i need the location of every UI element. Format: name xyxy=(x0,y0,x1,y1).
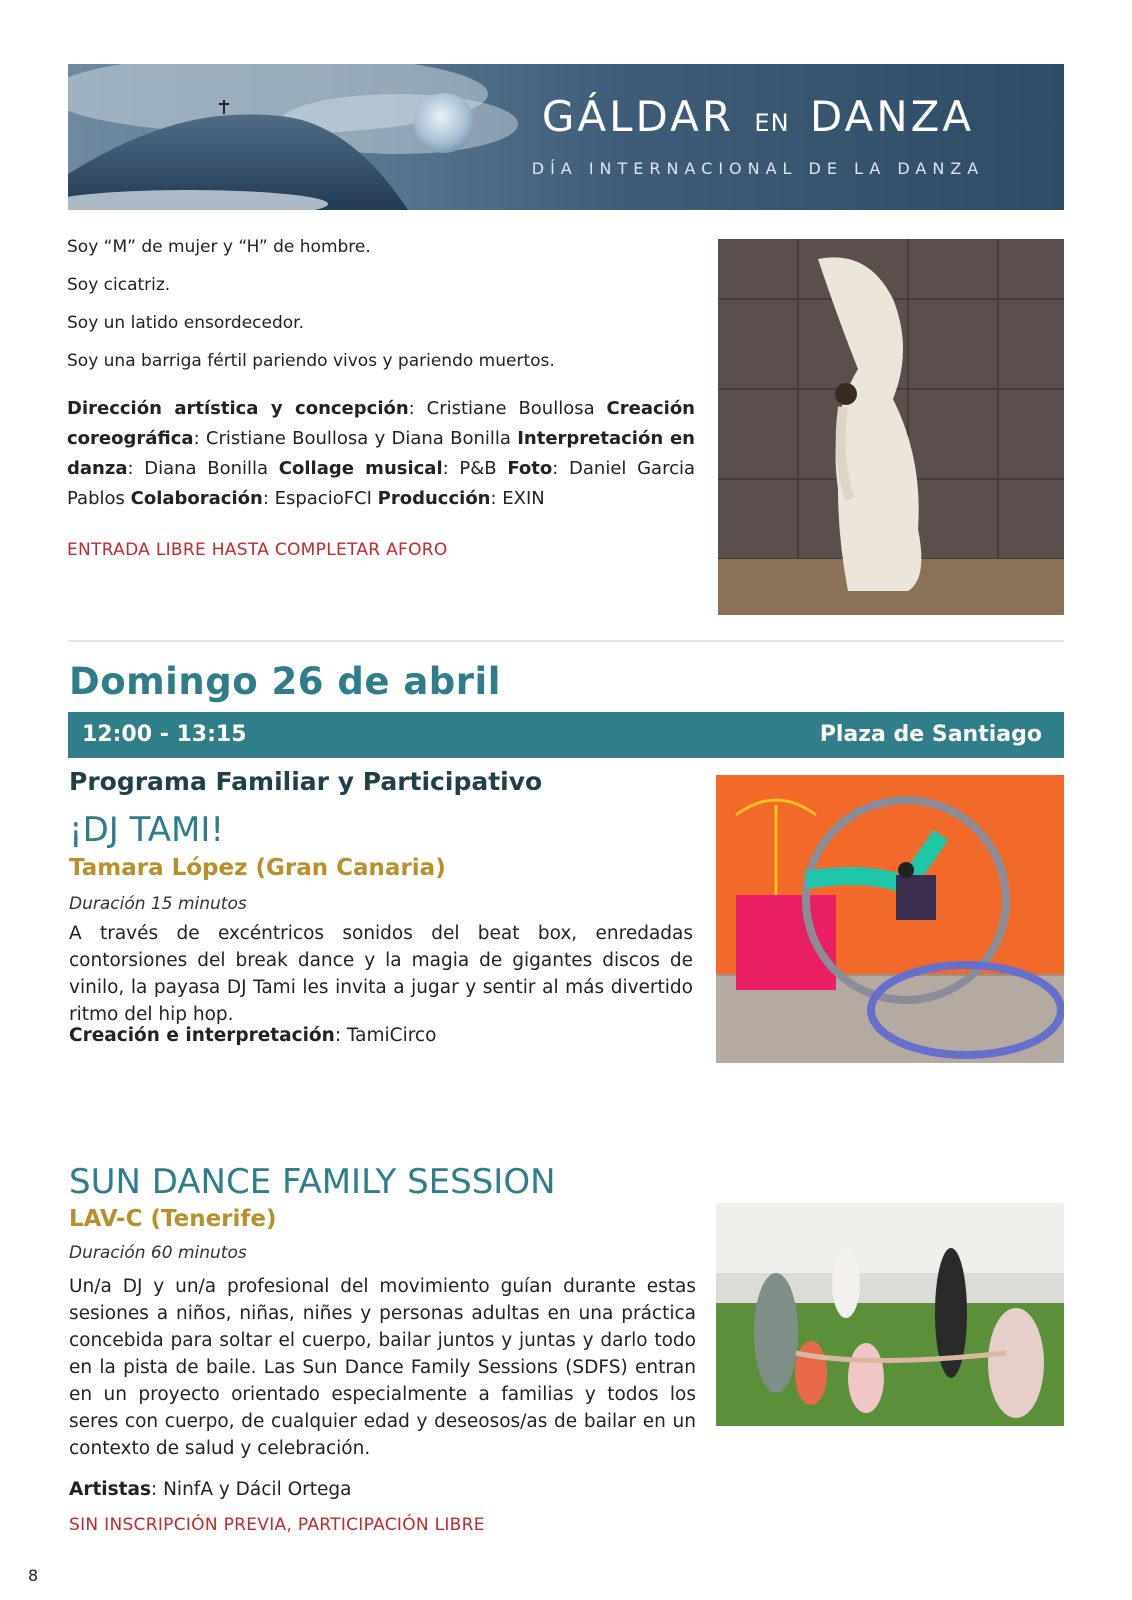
schedule-bar xyxy=(68,712,1064,758)
time-range: 12:00 - 13:15 xyxy=(82,722,247,747)
banner-title: GÁLDAR EN DANZA xyxy=(541,92,975,141)
registration-notice: SIN INSCRIPCIÓN PREVIA, PARTICIPACIÓN LIBRE xyxy=(69,1515,485,1535)
show-artist: Tamara López (Gran Canaria) xyxy=(69,855,446,881)
credits-block: Dirección artística y concepción: Cristiane Boullosa Creación coreográfica: Cristiane Boullosa y Diana Bonilla Interpretación en danza: Diana Bonilla Collage musical: P&B Foto: Daniel Garcia Pablos Colaboración: EspacioFCI Producción: EXIN xyxy=(67,398,696,509)
intro-text xyxy=(67,236,687,372)
dancer-photo xyxy=(718,239,1064,615)
show-duration: Duración 60 minutos xyxy=(69,1243,247,1263)
show-description: A través de excéntricos sonidos del beat box, enredadas contorsiones del break dance y la magia de gigantes discos de vinilo, la payasa DJ Tami les invita a jugar y sentir al más divertido ritmo del hip hop. xyxy=(69,923,693,1025)
venue: Plaza de Santiago xyxy=(819,722,1042,747)
show-credit: Creación e interpretación: TamiCirco xyxy=(69,1025,437,1046)
dj-tami-photo xyxy=(716,775,1064,1063)
show-artist: LAV-C (Tenerife) xyxy=(69,1206,277,1232)
show-title: SUN DANCE FAMILY SESSION xyxy=(69,1162,556,1202)
entrada-notice: ENTRADA LIBRE HASTA COMPLETAR AFORO xyxy=(67,540,448,560)
intro-line: Soy una barriga fértil pariendo vivos y pariendo muertos. xyxy=(67,351,555,371)
intro-line: Soy cicatriz. xyxy=(67,275,171,295)
show-description: Un/a DJ y un/a profesional del movimiento guían durante estas sesiones a niños, niñas, niñes y personas adultas en una práctica concebida para soltar el cuerpo, bailar juntos y juntas y darlo todo en la pista de baile. Las Sun Dance Family Sessions (SDFS) entran en un proyecto orientado especialmente a familias y todos los seres con cuerpo, de cualquier edad y deseosos/as de bailar en un contexto de salud y celebración. xyxy=(69,1276,696,1459)
family-dance-photo xyxy=(716,1203,1064,1426)
show-title: ¡DJ TAMI! xyxy=(69,810,225,850)
banner-subtitle: DÍA INTERNACIONAL DE LA DANZA xyxy=(531,159,985,178)
intro-line: Soy “M” de mujer y “H” de hombre. xyxy=(67,237,371,257)
header-banner xyxy=(68,64,1064,210)
show-credit: Artistas: NinfA y Dácil Ortega xyxy=(69,1479,352,1500)
program-heading: Programa Familiar y Participativo xyxy=(69,767,543,796)
day-heading: Domingo 26 de abril xyxy=(69,660,501,703)
moon-icon xyxy=(414,93,474,153)
section-divider xyxy=(68,640,1064,642)
page-number: 8 xyxy=(28,1566,39,1585)
intro-line: Soy un latido ensordecedor. xyxy=(67,313,304,333)
show-duration: Duración 15 minutos xyxy=(69,894,247,914)
